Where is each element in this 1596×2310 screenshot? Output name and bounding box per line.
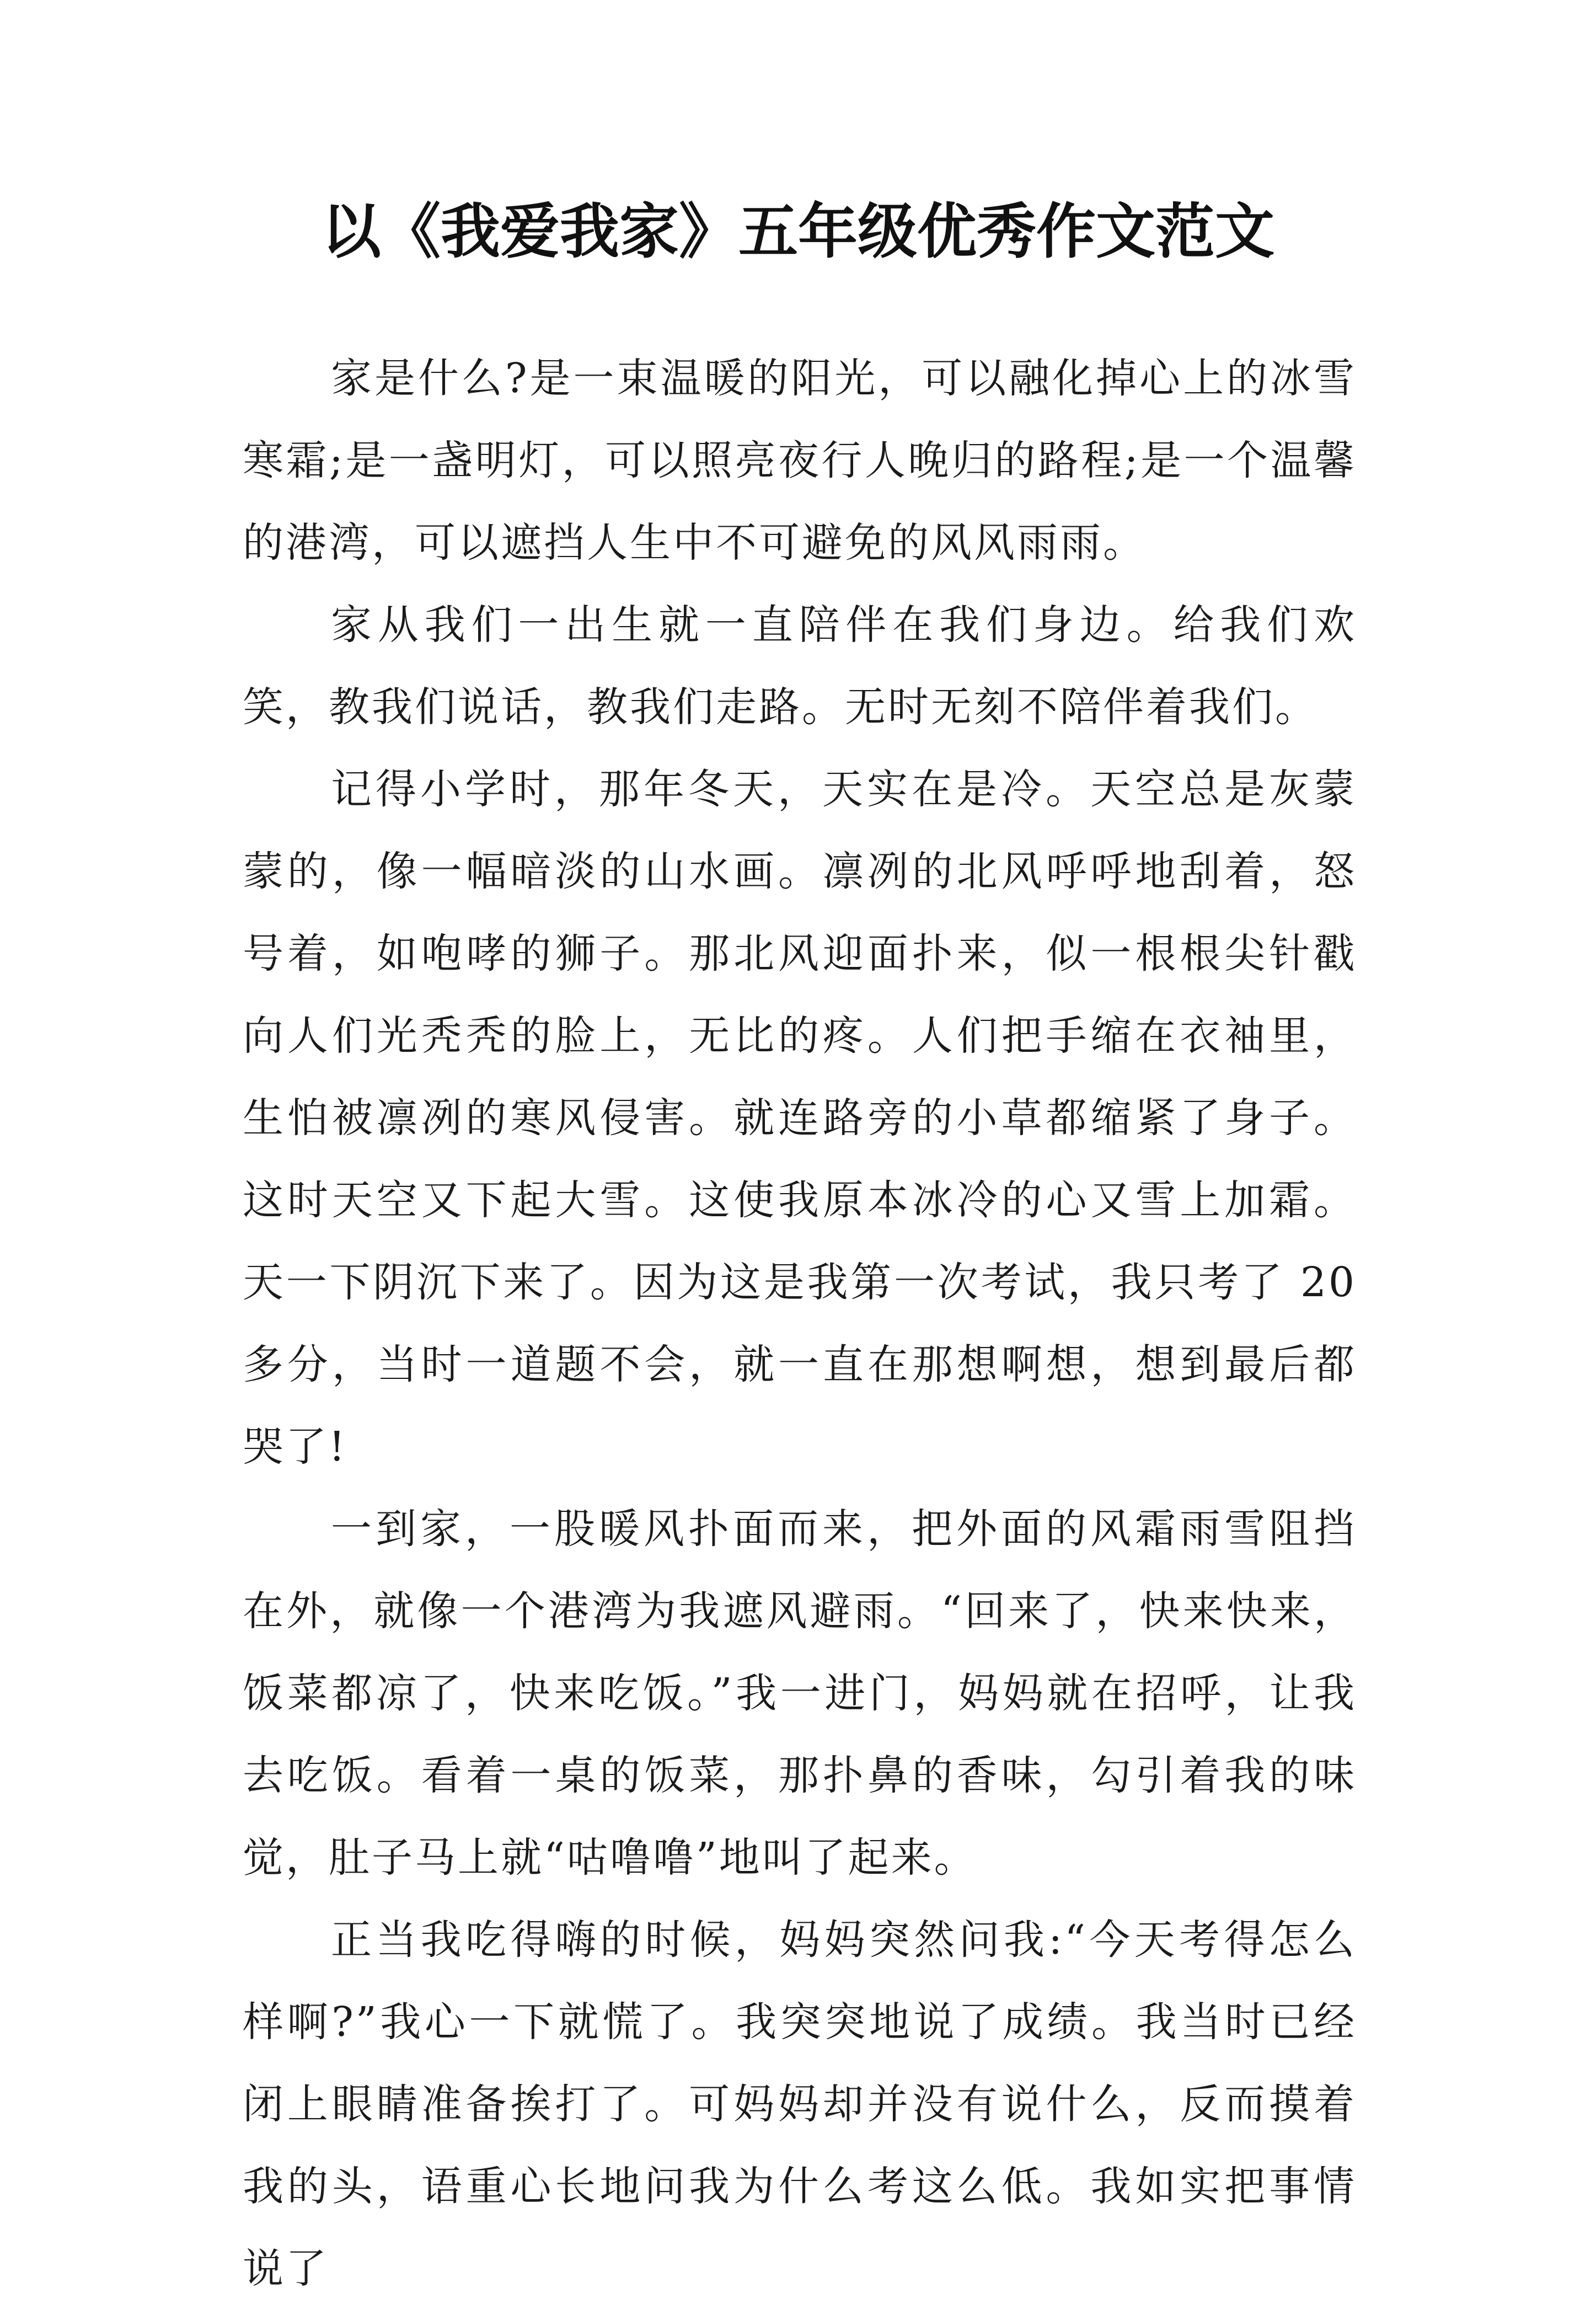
document-title: 以《我爱我家》五年级优秀作文范文 xyxy=(321,197,1274,266)
document-body xyxy=(243,338,1357,2310)
paragraph-1: 家是什么?是一束温暖的阳光，可以融化掉心上的冰雪寒霜;是一盏明灯，可以照亮夜行人晚归的路程;是一个温馨的港湾，可以遮挡人生中不可避免的风风雨雨。 xyxy=(243,355,1357,566)
paragraph-5: 正当我吃得嗨的时候，妈妈突然问我:“今天考得怎么样啊?”我心一下就慌了。我突突地说了成绩。我当时已经闭上眼睛准备挨打了。可妈妈却并没有说什么，反而摸着我的头，语重心长地问我为什么考这么低。我如实把事情说了 xyxy=(243,1916,1357,2292)
paragraph-3: 记得小学时，那年冬天，天实在是冷。天空总是灰蒙蒙的，像一幅暗淡的山水画。凛冽的北风呼呼地刮着，怒号着，如咆哮的狮子。那北风迎面扑来，似一根根尖针戳向人们光秃秃的脸上，无比的疼。人们把手缩在衣袖里，生怕被凛冽的寒风侵害。就连路旁的小草都缩紧了身子。这时天空又下起大雪。这使我原本冰冷的心又雪上加霜。天一下阴沉下来了。因为这是我第一次考试，我只考了 20 多分，当时一道题不会，就一直在那想啊想，想到最后都哭了! xyxy=(243,766,1357,1471)
paragraph-2: 家从我们一出生就一直陪伴在我们身边。给我们欢笑，教我们说话，教我们走路。无时无刻不陪伴着我们。 xyxy=(243,601,1357,731)
paragraph-4: 一到家，一股暖风扑面而来，把外面的风霜雨雪阻挡在外，就像一个港湾为我遮风避雨。“回来了，快来快来，饭菜都凉了，快来吃饭。”我一进门，妈妈就在招呼，让我去吃饭。看着一桌的饭菜，那扑鼻的香味，勾引着我的味觉，肚子马上就“咕噜噜”地叫了起来。 xyxy=(243,1505,1357,1881)
